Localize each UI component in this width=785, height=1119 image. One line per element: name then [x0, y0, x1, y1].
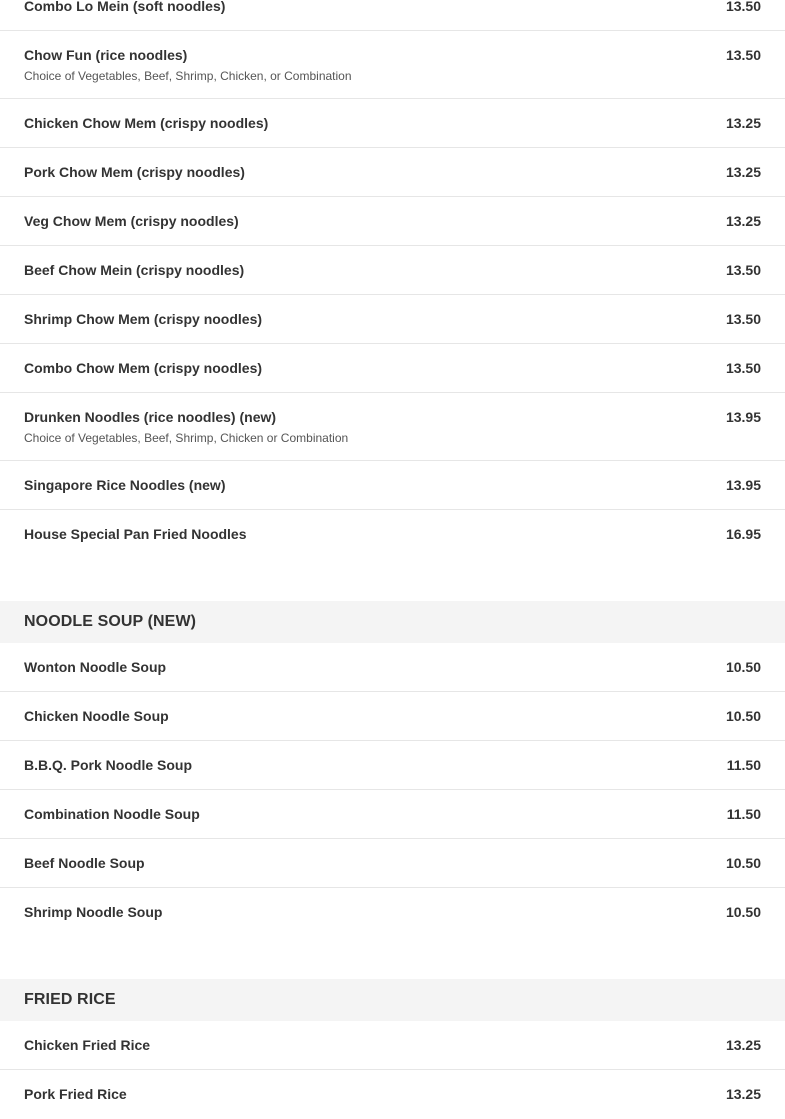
- menu-item-price: 13.25: [725, 1037, 761, 1053]
- section-title: NOODLE SOUP (NEW): [24, 613, 197, 630]
- menu-item-chicken-noodle-soup[interactable]: [0, 692, 785, 741]
- menu-item-name: Chicken Fried Rice: [24, 1037, 151, 1053]
- menu-item-singapore-rice-noodles-new[interactable]: [0, 461, 785, 510]
- menu-item-price: 13.50: [725, 311, 761, 327]
- menu-item-price: 16.95: [725, 526, 761, 542]
- menu-item-name: Pork Chow Mem (crispy noodles): [24, 164, 245, 180]
- menu-item-chicken-chow-mem-crispy-noodles[interactable]: [0, 99, 785, 148]
- menu-item-pork-chow-mem-crispy-noodles[interactable]: [0, 148, 785, 197]
- menu-item-name: Chicken Chow Mem (crispy noodles): [24, 115, 269, 131]
- menu-item-beef-chow-mein-crispy-noodles[interactable]: [0, 246, 785, 295]
- menu-item-combo-chow-mem-crispy-noodles[interactable]: [0, 344, 785, 393]
- menu-item-name: Singapore Rice Noodles (new): [24, 477, 226, 493]
- menu-item-price: 13.50: [725, 47, 761, 63]
- menu-item-name: Drunken Noodles (rice noodles) (new): [24, 409, 277, 425]
- menu-item-name: Veg Chow Mem (crispy noodles): [24, 213, 239, 229]
- menu-item-price: 13.50: [725, 262, 761, 278]
- menu-item-price: 11.50: [726, 806, 761, 822]
- menu-item-house-special-pan-fried-noodles[interactable]: [0, 510, 785, 559]
- menu-item-name: Shrimp Chow Mem (crispy noodles): [24, 311, 263, 327]
- menu-item-name: B.B.Q. Pork Noodle Soup: [24, 757, 193, 773]
- menu-item-combination-noodle-soup[interactable]: [0, 790, 785, 839]
- menu-item-price: 13.50: [725, 360, 761, 376]
- menu-item-shrimp-chow-mem-crispy-noodles[interactable]: [0, 295, 785, 344]
- menu-item-combo-lo-mein-soft-noodles[interactable]: [0, 0, 785, 31]
- section-spacer: [0, 559, 785, 601]
- menu-item-drunken-noodles-rice-noodles-new[interactable]: [0, 393, 785, 461]
- menu-item-name: Combination Noodle Soup: [24, 806, 200, 822]
- menu-item-name: Combo Lo Mein (soft noodles): [24, 0, 226, 14]
- menu-item-chow-fun-rice-noodles[interactable]: [0, 31, 785, 99]
- menu-item-b-b-q-pork-noodle-soup[interactable]: [0, 741, 785, 790]
- menu-item-name: Beef Noodle Soup: [24, 855, 145, 871]
- menu-item-name: Wonton Noodle Soup: [24, 659, 167, 675]
- menu-item-description: Choice of Vegetables, Beef, Shrimp, Chicken, or Combination: [24, 69, 352, 83]
- menu-item-beef-noodle-soup[interactable]: [0, 839, 785, 888]
- menu-item-name: Pork Fried Rice: [24, 1086, 127, 1102]
- menu-item-chicken-fried-rice[interactable]: [0, 1021, 785, 1070]
- section-header-noodle-soup-new: [0, 601, 785, 643]
- menu-item-price: 13.50: [725, 0, 761, 14]
- menu-item-name: Shrimp Noodle Soup: [24, 904, 163, 920]
- menu-item-price: 10.50: [725, 659, 761, 675]
- menu-item-price: 11.50: [726, 757, 761, 773]
- menu-item-price: 13.25: [725, 164, 761, 180]
- menu-item-price: 10.50: [725, 708, 761, 724]
- section-header-fried-rice: [0, 979, 785, 1021]
- menu-item-price: 13.25: [725, 213, 761, 229]
- menu-item-description: Choice of Vegetables, Beef, Shrimp, Chicken or Combination: [24, 431, 349, 445]
- menu-item-price: 10.50: [725, 904, 761, 920]
- section-spacer: [0, 937, 785, 979]
- menu-item-price: 10.50: [725, 855, 761, 871]
- section-title: FRIED RICE: [24, 991, 116, 1008]
- menu-item-price: 13.95: [725, 409, 761, 425]
- menu-item-pork-fried-rice[interactable]: [0, 1070, 785, 1119]
- menu-item-price: 13.25: [725, 1086, 761, 1102]
- menu-item-name: Chicken Noodle Soup: [24, 708, 169, 724]
- menu-item-name: House Special Pan Fried Noodles: [24, 526, 247, 542]
- menu-item-name: Beef Chow Mein (crispy noodles): [24, 262, 245, 278]
- menu-item-name: Combo Chow Mem (crispy noodles): [24, 360, 263, 376]
- menu-item-price: 13.25: [725, 115, 761, 131]
- menu-item-wonton-noodle-soup[interactable]: [0, 643, 785, 692]
- menu-item-veg-chow-mem-crispy-noodles[interactable]: [0, 197, 785, 246]
- menu-item-shrimp-noodle-soup[interactable]: [0, 888, 785, 937]
- menu-item-price: 13.95: [725, 477, 761, 493]
- menu-item-name: Chow Fun (rice noodles): [24, 47, 188, 63]
